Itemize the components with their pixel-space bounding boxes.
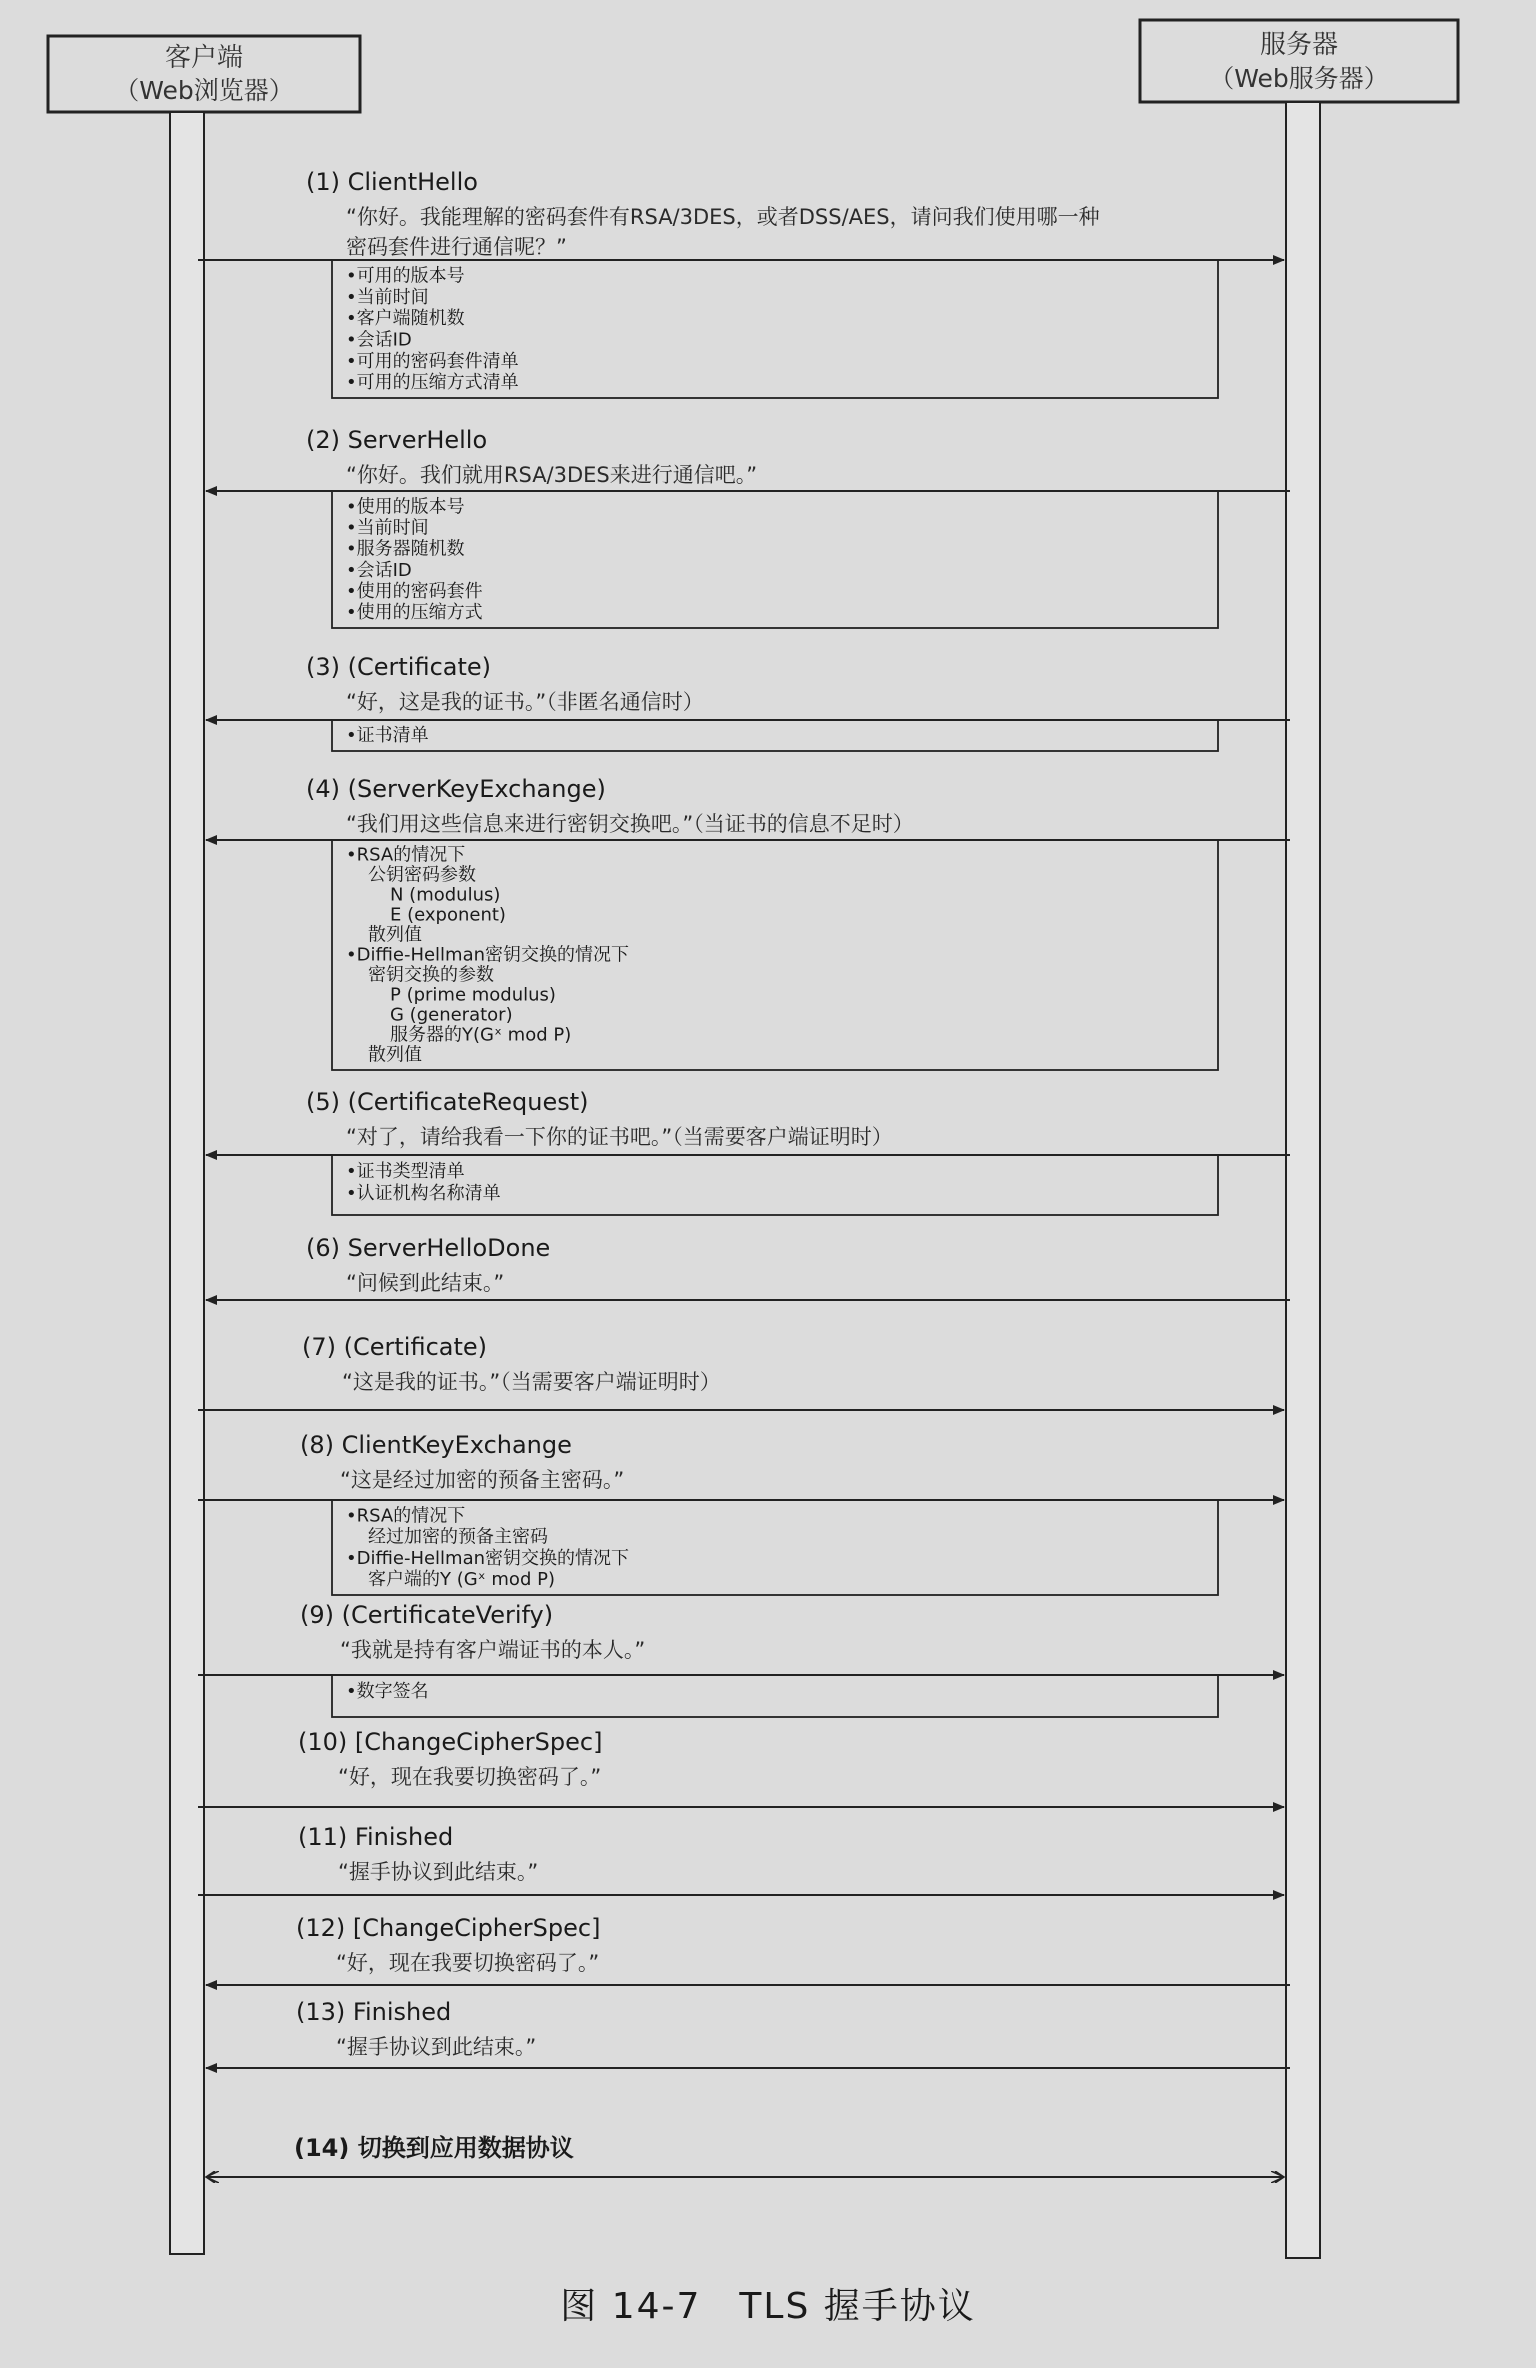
step-detail-line: •证书清单	[346, 725, 429, 747]
client-header	[48, 36, 360, 112]
step-label: (2) ServerHello	[306, 426, 488, 454]
step-quote-line: “你好。我能理解的密码套件有RSA/3DES，或者DSS/AES，请问我们使用哪一种	[346, 205, 1100, 229]
client-lifeline	[170, 112, 204, 2254]
step-detail-line: 客户端的Y (Gˣ mod P)	[368, 1569, 555, 1591]
step-detail-line: 散列值	[368, 1044, 422, 1066]
step-detail-line: •Diffie-Hellman密钥交换的情况下	[346, 944, 630, 966]
step-certificate-client	[198, 1333, 1284, 1410]
step-detail-line: •可用的版本号	[346, 265, 465, 287]
step-detail-line: G (generator)	[390, 1004, 513, 1026]
step-label: (5) (CertificateRequest)	[306, 1088, 589, 1116]
step-change-cipher-spec-client	[198, 1728, 1284, 1807]
server-header	[1140, 20, 1458, 102]
step-detail-line: N (modulus)	[390, 884, 501, 906]
figure-caption: 图 14-7 TLS 握手协议	[560, 2286, 976, 2327]
step-detail-line: •客户端随机数	[346, 308, 465, 330]
step-server-key-exchange	[206, 775, 1290, 1070]
step-label: (7) (Certificate)	[302, 1333, 488, 1361]
step-detail-line: •使用的压缩方式	[346, 602, 483, 624]
step-detail-line: •使用的密码套件	[346, 581, 483, 603]
step-detail-line: E (exponent)	[390, 904, 506, 926]
step-detail-line: •证书类型清单	[346, 1161, 465, 1183]
step-detail-line: •认证机构名称清单	[346, 1183, 501, 1205]
step-detail-line: •当前时间	[346, 286, 429, 308]
step-label: (14) 切换到应用数据协议	[294, 2134, 574, 2162]
step-detail-line: •可用的压缩方式清单	[346, 372, 519, 394]
step-finished-server	[206, 1998, 1290, 2068]
step-detail-line: •数字签名	[346, 1681, 429, 1703]
step-detail-line: •服务器随机数	[346, 538, 465, 560]
step-label: (13) Finished	[296, 1998, 452, 2026]
step-label: (10) [ChangeCipherSpec]	[298, 1728, 603, 1756]
step-detail-box	[332, 1675, 1218, 1717]
step-certificate-server	[206, 653, 1290, 751]
step-quote-line: “这是我的证书。”（当需要客户端证明时）	[342, 1370, 721, 1394]
handshake-steps	[198, 168, 1290, 2177]
step-detail-line: •会话ID	[346, 559, 412, 581]
step-label: (4) (ServerKeyExchange)	[306, 775, 606, 803]
step-label: (8) ClientKeyExchange	[300, 1431, 572, 1459]
server-lifeline	[1286, 102, 1320, 2258]
step-application-data	[206, 2134, 1284, 2177]
step-label: (3) (Certificate)	[306, 653, 492, 681]
step-label: (11) Finished	[298, 1823, 454, 1851]
step-change-cipher-spec-server	[206, 1914, 1290, 1985]
step-certificate-request	[206, 1088, 1290, 1215]
step-client-key-exchange	[198, 1431, 1284, 1595]
step-detail-line: 公钥密码参数	[368, 864, 476, 886]
step-label: (6) ServerHelloDone	[306, 1234, 551, 1262]
step-quote-line: “握手协议到此结束。”	[336, 2035, 537, 2059]
step-detail-line: 散列值	[368, 924, 422, 946]
client-title: 客户端	[164, 43, 244, 73]
step-quote-line: 密码套件进行通信呢？”	[346, 235, 567, 259]
step-label: (1) ClientHello	[306, 168, 478, 196]
step-detail-line: •使用的版本号	[346, 496, 465, 518]
step-detail-line: •会话ID	[346, 329, 412, 351]
step-server-hello-done	[206, 1234, 1290, 1300]
step-detail-line: •当前时间	[346, 517, 429, 539]
step-quote-line: “我就是持有客户端证书的本人。”	[340, 1638, 646, 1662]
step-detail-line: •RSA的情况下	[346, 844, 466, 866]
step-detail-line: •RSA的情况下	[346, 1505, 466, 1527]
step-quote-line: “好，现在我要切换密码了。”	[338, 1765, 602, 1789]
step-quote-line: “好，这是我的证书。”（非匿名通信时）	[346, 690, 704, 714]
step-detail-line: 经过加密的预备主密码	[368, 1526, 548, 1548]
step-quote-line: “好，现在我要切换密码了。”	[336, 1951, 600, 1975]
step-client-hello	[198, 168, 1284, 398]
server-title: 服务器	[1259, 30, 1339, 60]
step-finished-client	[198, 1823, 1284, 1895]
step-label: (12) [ChangeCipherSpec]	[296, 1914, 601, 1942]
step-detail-box	[332, 720, 1218, 751]
client-subtitle: （Web浏览器）	[114, 76, 294, 105]
step-detail-line: •Diffie-Hellman密钥交换的情况下	[346, 1547, 630, 1569]
step-certificate-verify	[198, 1601, 1284, 1717]
step-detail-line: •可用的密码套件清单	[346, 350, 519, 372]
step-quote-line: “我们用这些信息来进行密钥交换吧。”（当证书的信息不足时）	[346, 812, 914, 836]
step-quote-line: “对了，请给我看一下你的证书吧。”（当需要客户端证明时）	[346, 1125, 893, 1149]
step-quote-line: “这是经过加密的预备主密码。”	[340, 1468, 625, 1492]
step-label: (9) (CertificateVerify)	[300, 1601, 554, 1629]
step-detail-line: P (prime modulus)	[390, 984, 556, 1006]
step-detail-line: 服务器的Y(Gˣ mod P)	[390, 1024, 572, 1046]
step-quote-line: “问候到此结束。”	[346, 1271, 505, 1295]
step-server-hello	[206, 426, 1290, 628]
step-quote-line: “你好。我们就用RSA/3DES来进行通信吧。”	[346, 463, 758, 487]
step-detail-line: 密钥交换的参数	[368, 964, 494, 986]
step-quote-line: “握手协议到此结束。”	[338, 1860, 539, 1884]
server-subtitle: （Web服务器）	[1209, 64, 1389, 93]
